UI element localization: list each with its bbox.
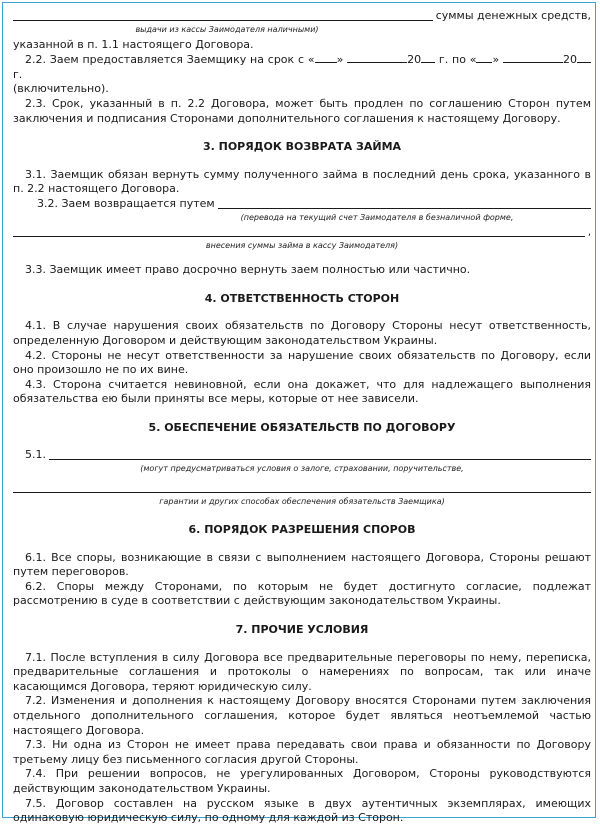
start-day-field[interactable] xyxy=(315,52,337,63)
section-4-title: 4. ОТВЕТСТВЕННОСТЬ СТОРОН xyxy=(204,291,400,305)
section-6-title: 6. ПОРЯДОК РАЗРЕШЕНИЯ СПОРОВ xyxy=(188,523,416,537)
clause-2-2-text-g: г. xyxy=(13,67,23,81)
clause-2-2-year-a: 20 xyxy=(407,53,422,67)
end-month-field[interactable] xyxy=(503,52,563,63)
clause-2-2-year-b: 20 xyxy=(563,53,578,67)
clause-4-2: 4.2. Стороны не несут ответственности за нарушение своих обязательств по Договору, если оно произошло не по их вине. xyxy=(13,348,591,377)
end-day-field[interactable] xyxy=(476,52,492,63)
clause-3-1: 3.1. Заемщик обязан вернуть сумму полученного займа в последний день срока, указанного в п. 2.2 настоящего Договора. xyxy=(13,167,591,196)
section-3-title: 3. ПОРЯДОК ВОЗВРАТА ЗАЙМА xyxy=(202,140,402,154)
clause-2-2-text-a: 2.2. Заем предоставляется Заемщику на срок с « xyxy=(25,53,315,67)
repayment-note-1: (перевода на текущий счет Заимодателя в безналичной форме, xyxy=(240,212,514,222)
clause-2-3: 2.3. Срок, указанный в п. 2.2 Договора, может быть продлен по соглашению Сторон путем заключения и подписания Сторонами дополнительного соглашения к настоящему Договору. xyxy=(13,96,591,125)
repayment-note-2: внесения суммы займа в кассу Заимодателя) xyxy=(205,241,399,251)
clause-7-4: 7.4. При решении вопросов, не урегулированных Договором, Стороны руководствуются действующим законодательством Украины. xyxy=(13,767,591,795)
clause-5-1-row xyxy=(13,448,591,463)
fill-line-security[interactable] xyxy=(49,449,591,460)
section-7-title: 7. ПРОЧИЕ УСЛОВИЯ xyxy=(235,623,369,637)
sum-label: суммы денежных средств, xyxy=(435,9,591,22)
clause-3-2-row xyxy=(13,197,591,212)
clause-6-1: 6.1. Все споры, возникающие в связи с выполнением настоящего Договора, Стороны решают путем переговоров. xyxy=(13,550,591,579)
section-5-title: 5. ОБЕСПЕЧЕНИЕ ОБЯЗАТЕЛЬСТВ ПО ДОГОВОРУ xyxy=(148,420,456,434)
end-year-field[interactable] xyxy=(577,52,591,63)
clause-2-2-text-b: » xyxy=(336,53,344,67)
start-year-field[interactable] xyxy=(421,52,435,63)
clause-1-continuation: указанной в п. 1.1 настоящего Договора. xyxy=(13,37,254,51)
fill-line-repayment[interactable] xyxy=(218,198,591,209)
clause-3-2-label: 3.2. Заем возвращается путем xyxy=(37,196,215,210)
cash-note: выдачи из кассы Заимодателя наличными) xyxy=(135,24,319,34)
clause-5-1-label: 5.1. xyxy=(25,448,46,462)
fill-line-sum[interactable] xyxy=(13,10,433,21)
security-note-1: (могут предусматриваться условия о залоге, страховании, поручительстве, xyxy=(140,464,464,474)
clause-4-1: 4.1. В случае нарушения своих обязательств по Договору Стороны несут ответственность, определенную Договором и действующим законодательством Украины. xyxy=(13,319,591,347)
clause-7-3: 7.3. Ни одна из Сторон не имеет права передавать свои права и обязанности по Договору третьему лицу без письменного согласия другой Стороны. xyxy=(13,738,591,766)
clause-7-2: 7.2. Изменения и дополнения к настоящему Договору вносятся Сторонами путем заключения отдельного дополнительного соглашения, которое будет являться неотъемлемой частью настоящего Договора. xyxy=(13,694,591,737)
clause-2-2 xyxy=(13,52,591,82)
repayment-line-2-row: , xyxy=(13,226,591,241)
clause-4-3: 4.3. Сторона считается невиновной, если она докажет, что для надлежащего выполнения обязательства ею были приняты все меры, которые от нее зависели. xyxy=(13,377,591,406)
fill-line-repayment-2[interactable] xyxy=(13,226,585,237)
clause-3-3: 3.3. Заемщик имеет право досрочно вернуть заем полностью или частично. xyxy=(25,263,471,277)
start-month-field[interactable] xyxy=(347,52,407,63)
sum-row xyxy=(13,9,591,24)
clause-7-1: 7.1. После вступления в силу Договора все предварительные переговоры по нему, переписка, предварительные соглашения и протоколы о намерениях по вопросам, так или иначе касающимся Договора, теряют юридическую силу. xyxy=(13,650,591,693)
security-note-2: гарантии и других способах обеспечения обязательств Заемщика) xyxy=(159,497,445,507)
clause-2-2-text-d: г. по « xyxy=(438,53,477,67)
document-frame xyxy=(2,2,596,825)
clause-2-2-inclusive: (включительно). xyxy=(13,82,109,96)
clause-6-2: 6.2. Споры между Сторонами, по которым не будет достигнуто согласие, подлежат рассмотрению в суде в соответствии с действующим законодательством Украины. xyxy=(13,579,591,608)
contract-document xyxy=(13,9,591,826)
fill-line-security-2[interactable] xyxy=(13,482,591,493)
clause-7-5: 7.5. Договор составлен на русском языке в двух аутентичных экземплярах, имеющих одинаковую юридическую силу, по одному для каждой из Сторон. xyxy=(13,796,591,825)
clause-2-2-text-e: » xyxy=(492,53,500,67)
security-line-2-row xyxy=(13,482,591,496)
